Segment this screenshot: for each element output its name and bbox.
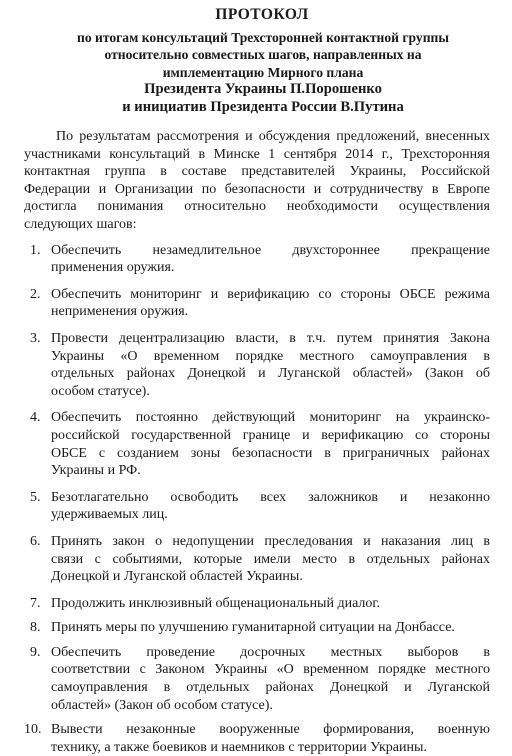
subtitle-line: Президента Украины П.Порошенко [144,81,382,98]
list-item [24,619,490,637]
list-item-line: неприменения оружия. [51,304,189,320]
list-item [24,721,490,756]
list-item-number: 10. [24,722,42,738]
steps-list [24,242,490,756]
intro-line: контактная группа в составе представителей Украины, Российской [24,164,490,180]
list-item-line: Донецкой и Луганской областей Украины. [51,569,303,585]
list-item-number: 1. [30,242,41,258]
list-item [24,489,490,524]
list-item [24,595,490,613]
list-item [24,533,490,586]
list-item-line: Безотлагательно освободить всех заложников и незаконно [51,489,490,505]
list-item-line: связи с событиями, которые имели место в отдельных районах [51,551,490,567]
list-item-number: 7. [30,595,41,611]
list-item [24,644,490,714]
list-item-line: Украины и РФ. [51,463,141,479]
subtitle-line: имплементацию Мирного плана [162,64,364,80]
list-item-number: 2. [30,286,41,302]
list-item-number: 5. [30,489,41,505]
list-item-line: применения оружия. [51,260,175,276]
list-item-line: соответствии с Законом Украины «О временном порядке местного [51,662,490,678]
list-item-line: Обеспечить мониторинг и верификацию со стороны ОБСЕ режима [51,286,490,302]
list-item-line: удерживаемых лиц. [51,507,168,523]
list-item-line: Провести децентрализацию власти, в т.ч. путем принятия Закона [51,330,490,346]
list-item-line: технику, а также боевиков и наемников с территории Украины. [51,739,427,755]
list-item-number: 9. [30,644,41,660]
list-item-line: Вывести незаконные вооруженные формирования, военную [51,722,490,738]
list-item-line: Обеспечить постоянно действующий мониторинг на украинско- [51,410,490,426]
list-item [24,286,490,321]
list-item-line: областей» (Закон об особом статусе). [51,697,273,713]
list-item [24,409,490,479]
list-item-line: Обеспечить незамедлительное двухстороннее прекращение [51,242,490,258]
list-item-line: Обеспечить проведение досрочных местных выборов в [51,644,490,660]
list-item-line: Принять закон о недопущении преследования и наказания лиц в [51,533,490,549]
list-item-line: самоуправления в отдельных районах Донецкой и Луганской [51,680,490,696]
list-item-number: 3. [30,330,41,346]
list-item-line: особом статусе). [51,383,150,399]
document-subtitle [24,29,490,116]
intro-paragraph [24,128,490,234]
list-item-line: ОБСЕ с созданием зоны безопасности в приграничных районах [51,445,490,461]
list-item [24,330,490,400]
list-item-line: Принять меры по улучшению гуманитарной ситуации на Донбассе. [51,620,455,636]
intro-line: достигла понимания относительно необходимости осуществления [24,199,490,215]
list-item [24,242,490,277]
list-item-line: отдельных районах Донецкой и Луганской областей» (Закон об [51,366,490,382]
list-item-number: 8. [30,620,41,636]
list-item-line: российской государственной границе и верификацию со стороны [51,427,490,443]
subtitle-line: и инициатив Президента России В.Путина [122,98,404,115]
subtitle-line: относительно совместных шагов, направленных на [104,47,422,63]
document-title: ПРОТОКОЛ [215,6,309,23]
list-item-line: Продолжить инклюзивный общенациональный диалог. [51,595,381,611]
list-item-number: 4. [30,410,41,426]
intro-line: Федерации и Организации по безопасности и сотрудничеству в Европе [24,181,490,197]
subtitle-line: по итогам консультаций Трехсторонней контактной группы [76,30,450,45]
intro-line: По результатам рассмотрения и обсуждения предложений, внесенных [56,129,490,145]
list-item-line: Украины «О временном порядке местного самоуправления в [51,348,490,364]
intro-line: участниками консультаций в Минске 1 сентября 2014 г., Трехсторонняя [24,146,490,162]
list-item-number: 6. [30,533,41,549]
intro-line: следующих шагов: [24,217,137,232]
